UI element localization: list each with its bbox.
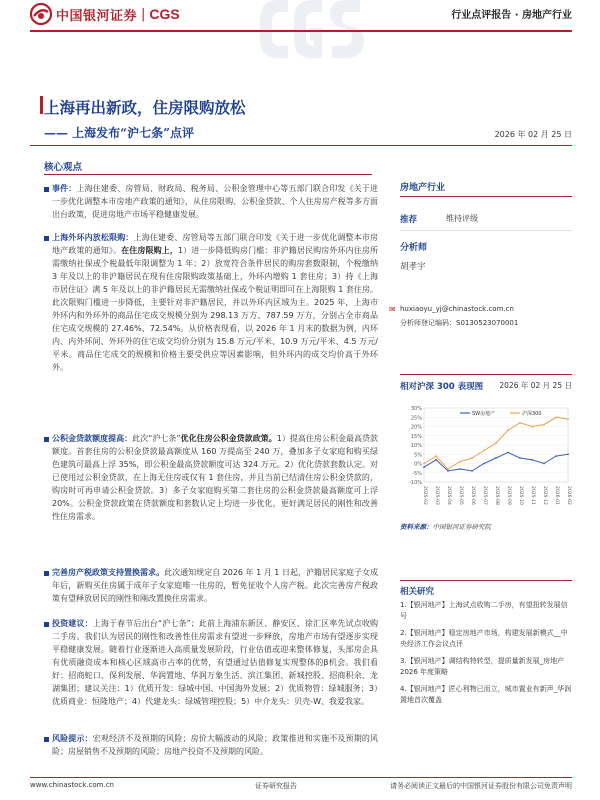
chart-source-label: 资料来源： <box>400 523 433 531</box>
data-point <box>483 463 485 465</box>
y-tick-label: 10% <box>410 443 422 449</box>
data-point <box>447 468 449 470</box>
core-point-text: 此次“沪七条” <box>132 434 181 443</box>
core-point-lead: 事件： <box>52 184 77 193</box>
footer-divider <box>30 777 572 778</box>
x-tick-label: 2025-02 <box>422 486 427 505</box>
core-point-text: 上海住建委、房管局等五部门联合印发《关于进一步优化调整本市房地产政策的通知》。 <box>52 233 379 255</box>
chart-date: 2026 年 02 月 25 日 <box>499 381 572 390</box>
core-point-investment-advice <box>52 617 378 708</box>
sidebar-divider <box>400 230 572 231</box>
x-tick-label: 2025-10 <box>518 486 523 505</box>
x-tick-label: 2025-04 <box>446 486 451 505</box>
data-point <box>423 463 425 465</box>
x-tick-label: 2025-07 <box>482 486 487 505</box>
core-point-lead: 投资建议： <box>52 619 93 628</box>
report-category: 行业点评报告 · 房地产行业 <box>451 10 572 21</box>
bullet-square-icon <box>44 737 49 742</box>
core-point-lead: 风险提示： <box>52 734 93 743</box>
page-header <box>0 0 600 42</box>
x-tick-label: 2025-09 <box>506 486 511 505</box>
data-point <box>447 470 449 472</box>
y-tick-label: 30% <box>410 406 422 412</box>
brand-separator: | <box>141 6 146 22</box>
data-point <box>507 452 509 454</box>
related-research-item[interactable]: 3.【银河地产】调结构特转型，提质量新发展_房地产 2026 年度策略 <box>400 657 565 676</box>
data-point <box>459 461 461 463</box>
data-point <box>459 468 461 470</box>
report-date: 2026 年 02 月 25 日 <box>494 130 572 139</box>
core-point-purchase-limit <box>52 231 378 374</box>
core-point-text: 1）提高住房公积金最高贷款额度。首套住房的公积金贷款最高额度从 160 万提高至 240 万，叠加多子女家庭和购买绿色建筑可最高上浮 35%，即公积金最高贷款额度可达 324 万元。2）优化贷款套数认定。对已使用过公积金贷款，在上海无住房或仅有 1 套住房，并且当前已结清住房公积金贷款的，购房时可再申请公积金贷款。3）多子女家庭购买第二套住房的公积金贷款最高额度可上浮 20%。公积金贷款政策在贷款额度和套数认定上均进一步优化，更好满足居民的刚性和改善性住房需求。 <box>52 434 379 521</box>
data-point <box>507 429 509 431</box>
analyst-email[interactable]: huxiaoyu_yj@chinastock.com.cn <box>400 305 514 313</box>
data-point <box>543 424 545 426</box>
relative-performance-chart <box>400 398 572 518</box>
core-point-text: 此次通知规定自 2026 年 1 月 1 日起，沪籍居民家庭子女成年后，新购买住房属于成年子女家庭唯一住房的，暂免征收个人房产税。此次完善房产税政策有望释放居民的刚性和刚改置换住房需求。 <box>52 568 379 603</box>
series-line <box>424 452 568 471</box>
y-tick-label: -5% <box>412 470 422 477</box>
chart-divider <box>400 374 572 375</box>
data-point <box>423 466 425 468</box>
bullet-square-icon <box>44 236 49 241</box>
analyst-name: 胡孝宇 <box>400 262 426 272</box>
core-point-text: 上海于春节后出台“沪七条”；此前上海浦东新区、静安区、徐汇区率先试点收购二手房。我们认为居民的刚性和改善性住房需求有望进一步释放，房地产市场有望逐步实现平稳健康发展。随着行业逐渐进入高质量发展阶段，行业估值或迎来整体修复，头部房企具有优质融资成本和核心区域高市占率的优势，有望通过估值修复实现整体的β机会。我们看好：招商蛇口、保利发展、华润置地、华润万象生活、滨江集团、新城控股、招商积余、龙湖集团；建议关注：1）优质开发：绿城中国、中国海外发展；2）优质物管：绿城服务；3）优质商业：恒隆地产；4）代建龙头：绿城管理控股；5）中介龙头：贝壳-W、我爱我家。 <box>52 619 378 706</box>
bullet-square-icon <box>44 437 49 442</box>
rating-value: 维持评级 <box>446 214 478 223</box>
cgs-watermark-icon <box>250 0 370 58</box>
legend-label: SW房地产 <box>472 411 496 417</box>
core-point-lead: 公积金贷款额度提高： <box>52 434 133 443</box>
core-point-lead: 上海外环内放松限购： <box>52 233 134 242</box>
data-point <box>543 463 545 465</box>
y-tick-label: 0% <box>414 461 422 468</box>
core-point-property-tax <box>52 566 378 605</box>
x-tick-label: 2025-03 <box>434 486 439 505</box>
y-tick-label: 25% <box>410 415 422 422</box>
footer-disclaimer: 请务必阅读正文最后的中国银河证券股份有限公司免责声明 <box>390 782 572 790</box>
bullet-square-icon <box>44 187 49 192</box>
analyst-heading: 分析师 <box>400 243 428 253</box>
data-point <box>471 457 473 459</box>
y-tick-label: -10% <box>409 480 422 486</box>
header-divider <box>30 30 572 32</box>
bullet-square-icon <box>44 571 49 576</box>
data-point <box>531 459 533 461</box>
related-divider <box>400 580 572 581</box>
data-point <box>567 453 569 455</box>
analyst-cert-code: 分析师登记编码：S0130523070001 <box>400 319 519 327</box>
rating-label: 推荐 <box>400 215 418 225</box>
report-subtitle: —— 上海发布“沪七条”点评 <box>44 126 194 140</box>
chart-source-text: 中国银河证券研究院 <box>432 523 491 531</box>
data-point <box>495 442 497 444</box>
related-research-item[interactable]: 2.【银河地产】稳定房地产市场，构建发展新模式__中央经济工作会议点评 <box>400 629 568 648</box>
data-point <box>567 418 569 420</box>
core-point-provident-fund <box>52 432 378 523</box>
data-point <box>495 457 497 459</box>
bullet-square-icon <box>44 622 49 627</box>
core-points-divider <box>44 174 372 175</box>
core-point-text: 宏观经济不及预期的风险；房价大幅波动的风险；政策推进和实施不及预期的风险；房屋销售不及预期的风险；房地产投资不及预期的风险。 <box>52 734 379 756</box>
related-research-item[interactable]: 4.【银河地产】匠心利物已而立，城市置业有新声_华润置地首次覆盖 <box>400 685 572 704</box>
core-point-emphasis: 在住房限购上， <box>121 246 178 255</box>
brand-logo <box>30 3 180 25</box>
core-point-text: 1）进一步降低购房门槛：非沪籍居民购房外环内住房所需缴纳社保或个税最低年限调整为 1 年；2）放宽符合条件居民的购房套数限制，个税缴纳 3 年及以上的非沪籍居民在现有住房限购政策基础上，外环内增购 1 套住房；3）持《上海市居住证》满 5 年及以上的非沪籍居民无需缴纳社保或个税证明即可在上海限购 1 套住房。此次限购门槛进一步降低，主要针对非沪籍居民，并以外环内区域为主。2025 年，上海市外环内和外环外的商品住宅成交规模分别为 298.13 万方、787.59 万方，分别占全市商品住宅成交规模的 27.46%、72.54%。从价格表现看，以 2026 年 1 月末的数据为例，内环内、内外环间、外环外的住宅成交均价分别为 15.8 万元/平米、10.9 万元/平米、4.5 万元/平米。商品住宅成交的规模和价格主要受供应等因素影响，但外环内的成交均价高于外环外。 <box>52 246 378 372</box>
footer-website[interactable]: www.chinastock.com.cn <box>30 781 114 789</box>
report-title: 上海再出新政，住房限购放松 <box>44 98 246 117</box>
data-point <box>555 455 557 457</box>
title-accent-bar <box>40 96 43 114</box>
x-tick-label: 2026-02 <box>566 486 571 505</box>
core-points-heading: 核心观点 <box>44 162 83 173</box>
data-point <box>555 416 557 418</box>
chart-source <box>400 522 491 531</box>
footer-report-type: 证券研究报告 <box>255 782 297 790</box>
brand-name-cn: 中国银河证券 <box>56 8 138 24</box>
title-divider <box>30 145 572 146</box>
data-point <box>531 426 533 428</box>
y-tick-label: 20% <box>410 424 422 431</box>
x-tick-label: 2026-01 <box>554 486 559 505</box>
x-tick-label: 2025-06 <box>470 486 475 505</box>
x-tick-label: 2025-12 <box>542 486 547 505</box>
chart-title: 相对沪深 300 表现图 <box>400 382 484 392</box>
galaxy-logo-icon <box>30 3 52 25</box>
core-point-risk <box>52 732 378 758</box>
data-point <box>435 459 437 461</box>
data-point <box>519 457 521 459</box>
core-point-lead: 完善房产税政策支持置换需求。 <box>52 568 165 577</box>
email-icon: ✉ <box>389 305 396 314</box>
related-research-heading: 相关研究 <box>400 587 435 597</box>
y-tick-label: 5% <box>414 452 422 459</box>
related-research-item[interactable]: 1.【银河地产】上海试点收购二手房，有望扭转发展信号 <box>400 601 568 620</box>
data-point <box>471 470 473 472</box>
x-tick-label: 2025-08 <box>494 486 499 505</box>
core-point-event <box>52 182 378 221</box>
sidebar-divider <box>400 196 572 197</box>
industry-heading: 房地产行业 <box>400 183 446 193</box>
data-point <box>519 422 521 424</box>
x-tick-label: 2025-11 <box>530 486 535 505</box>
brand-name-en: CGS <box>149 6 180 22</box>
core-point-text: 上海住建委、房管局、财政局、税务局、公积金管理中心等五部门联合印发《关于进一步优化调整本市房地产政策的通知》，从住房限购、公积金贷款、个人住房房产税等多方面出台政策，促进房地产市场平稳健康发展。 <box>52 184 379 219</box>
data-point <box>435 455 437 457</box>
legend-label: 沪深300 <box>522 411 542 417</box>
x-tick-label: 2025-05 <box>458 486 463 505</box>
data-point <box>483 450 485 452</box>
core-point-emphasis: 优化住房公积金贷款政策。 <box>180 434 277 443</box>
y-tick-label: 15% <box>410 433 422 440</box>
